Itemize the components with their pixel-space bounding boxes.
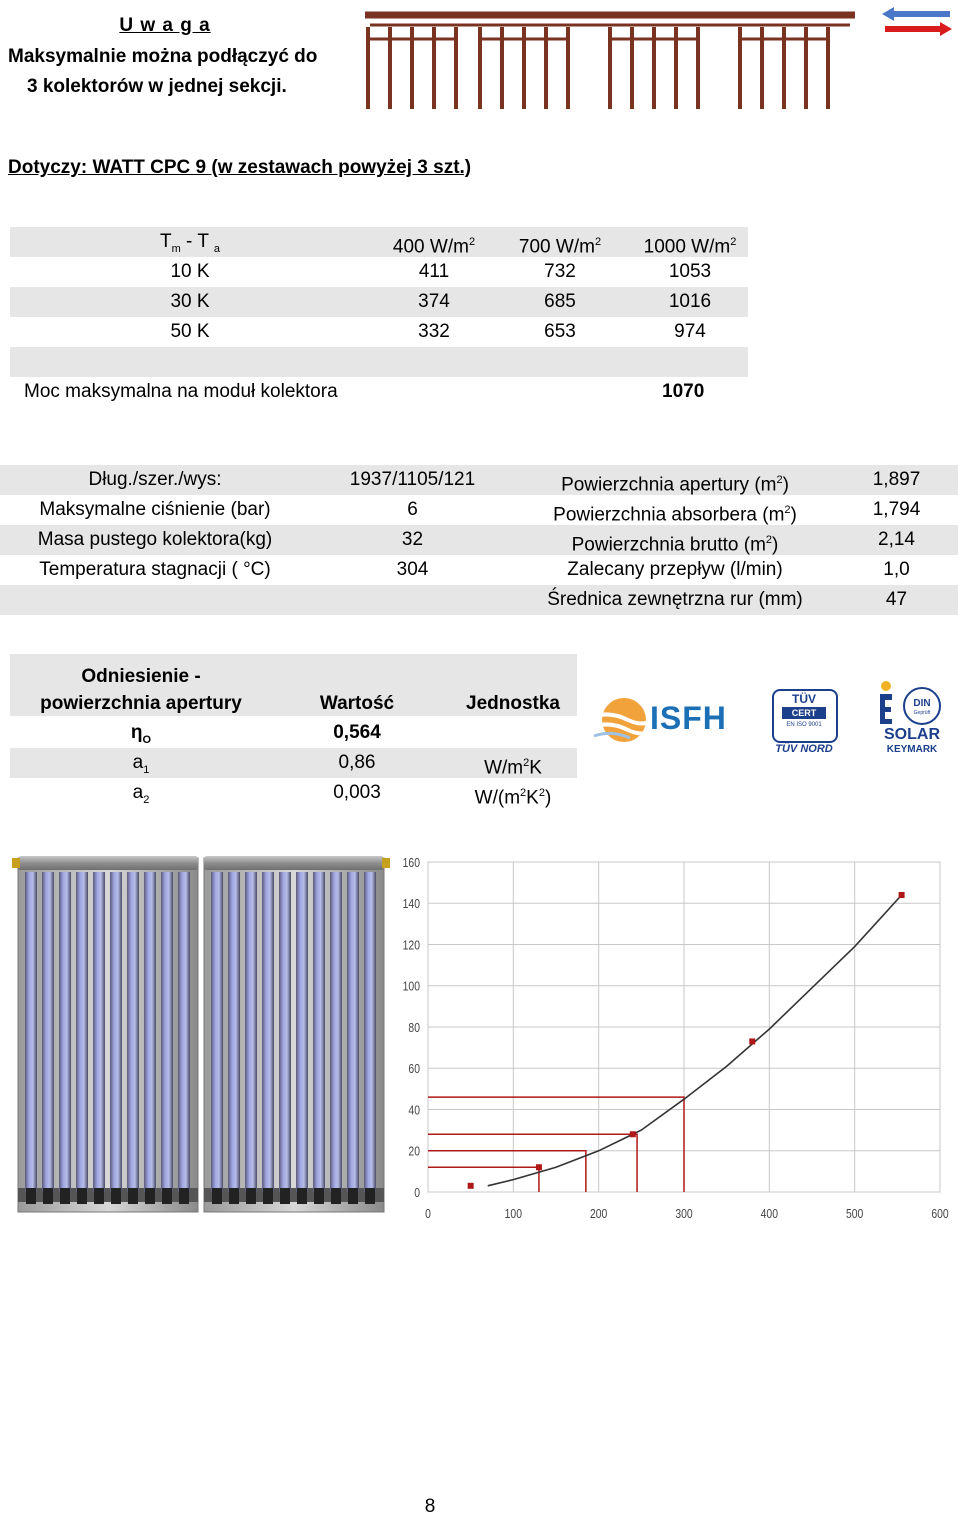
solar-keymark-logo <box>878 680 946 758</box>
value-heading: Wartość <box>319 693 395 714</box>
spec-value: 1,0 <box>883 559 910 580</box>
max-power-label: Moc maksymalna na moduł kolektora <box>24 381 338 402</box>
vacuum-tube <box>228 872 240 1192</box>
vacuum-tube <box>110 872 122 1192</box>
a2-symbol: $a_2$ <box>132 782 150 806</box>
tube-cap <box>145 1188 155 1204</box>
vacuum-tube <box>144 872 156 1192</box>
row-v3: 974 <box>674 321 706 342</box>
header-temp-diff: $T_m$ - T $_a$ <box>160 231 220 255</box>
outlet-fitting <box>382 858 390 868</box>
row-v2: 732 <box>544 261 576 282</box>
table-row <box>10 257 748 287</box>
spec-value: 1,794 <box>872 499 921 520</box>
spec-value: 32 <box>401 529 424 550</box>
a1-symbol: $a_1$ <box>132 752 150 776</box>
vacuum-tube <box>161 872 173 1192</box>
a2-unit: $W/(m^2K^2)$ <box>474 787 552 809</box>
tube-cap <box>314 1188 324 1204</box>
y-tick-label: 120 <box>402 938 420 953</box>
y-tick-label: 20 <box>408 1144 420 1160</box>
row-v2: 653 <box>544 321 576 342</box>
row-v3: 1016 <box>668 291 712 312</box>
tube-cap <box>179 1188 189 1204</box>
notice-line-2: 3 kolektorów w jednej sekcji. <box>27 76 287 97</box>
collector-header <box>204 856 384 870</box>
spec-value: 47 <box>885 589 908 610</box>
applies-to: Dotyczy: WATT CPC 9 (w zestawach powyżej 3 szt.) <box>8 157 472 178</box>
data-point <box>630 1131 636 1137</box>
row-dt: 30 K <box>170 291 210 312</box>
vacuum-tube <box>178 872 190 1192</box>
header-400: 400 $W/m^2$ <box>392 236 476 258</box>
spec-label: Temperatura stagnacji ( °C) <box>39 559 271 580</box>
table-row <box>10 718 577 748</box>
data-point <box>749 1038 755 1044</box>
y-tick-label: 40 <box>408 1103 420 1118</box>
tube-cap <box>111 1188 121 1204</box>
header-1000: 1000 $W/m^2$ <box>643 236 737 258</box>
spec-label: Powierzchnia absorbera $(m^2)$ <box>553 504 797 526</box>
tube-cap <box>212 1188 222 1204</box>
tube-cap <box>263 1188 273 1204</box>
keymark-text: KEYMARK <box>886 744 938 755</box>
din-text: DIN <box>913 698 931 709</box>
tuv-nord-text: TÜV NORD <box>775 743 833 755</box>
row-v3: 1053 <box>668 261 712 282</box>
inlet-fitting <box>12 858 20 868</box>
x-tick-label: 100 <box>504 1206 523 1222</box>
table-row <box>0 495 958 525</box>
vacuum-tube <box>76 872 88 1192</box>
collector-header <box>18 856 198 870</box>
tube-cap <box>229 1188 239 1204</box>
tube-cap <box>43 1188 53 1204</box>
tube-cap <box>246 1188 256 1204</box>
spec-value: 1937/1105/121 <box>349 469 476 490</box>
header-700: 700 $W/m^2$ <box>518 236 602 258</box>
isfh-logo <box>588 690 738 752</box>
notice-line-1: Maksymalnie można podłączyć do <box>8 46 318 67</box>
tube-cap <box>128 1188 138 1204</box>
table-row <box>10 287 748 317</box>
vacuum-tube <box>211 872 223 1192</box>
vacuum-tube <box>127 872 139 1192</box>
table-row <box>0 525 958 555</box>
row-dt: 10 K <box>170 261 210 282</box>
x-tick-label: 600 <box>931 1206 949 1222</box>
y-tick-label: 100 <box>402 979 420 995</box>
spec-label: Masa pustego kolektora(kg) <box>37 529 273 550</box>
ref-heading-1: Odniesienie - <box>81 666 201 687</box>
table-row <box>0 465 958 495</box>
x-tick-label: 500 <box>845 1206 864 1222</box>
vacuum-tube <box>25 872 37 1192</box>
tuv-top-text: TÜV <box>792 692 816 706</box>
x-tick-label: 300 <box>675 1206 693 1222</box>
data-point <box>468 1183 474 1189</box>
x-tick-label: 400 <box>760 1206 779 1222</box>
a1-unit: $W/m^2K$ <box>484 757 542 779</box>
tube-cap <box>162 1188 172 1204</box>
row-v1: 374 <box>418 291 450 312</box>
spec-label: Średnica zewnętrzna rur (mm) <box>547 589 803 610</box>
tube-cap <box>331 1188 341 1204</box>
page-number: 8 <box>424 1496 436 1517</box>
vacuum-tube <box>93 872 105 1192</box>
x-tick-label: 0 <box>425 1206 431 1222</box>
vacuum-tube <box>42 872 54 1192</box>
isfh-sun-icon <box>588 690 652 752</box>
tube-cap <box>348 1188 358 1204</box>
y-tick-label: 60 <box>408 1062 420 1077</box>
tube-cap <box>280 1188 290 1204</box>
table-row <box>10 778 577 808</box>
tube-cap <box>26 1188 36 1204</box>
data-point <box>899 892 905 898</box>
vacuum-tube <box>296 872 308 1192</box>
table-spacer-row <box>10 347 748 377</box>
eta-symbol: $\eta_O$ <box>130 722 152 746</box>
tube-cap <box>94 1188 104 1204</box>
flow-arrows-icon <box>880 4 955 38</box>
tuv-cert-text: CERT <box>782 707 826 719</box>
notice-title: U w a g a <box>119 15 211 36</box>
tuv-iso-text: EN ISO 9001 <box>786 722 822 728</box>
tube-cap <box>297 1188 307 1204</box>
vacuum-tube <box>330 872 342 1192</box>
vacuum-tube <box>313 872 325 1192</box>
vacuum-tube <box>262 872 274 1192</box>
din-sub-text: Geprüft <box>913 710 931 716</box>
vacuum-tube <box>279 872 291 1192</box>
table-row <box>0 555 958 585</box>
vacuum-tube <box>364 872 376 1192</box>
manifold-diagram <box>360 5 860 113</box>
table-row <box>10 317 748 347</box>
row-v1: 332 <box>418 321 450 342</box>
spec-label: Dług./szer./wys: <box>88 469 222 490</box>
solar-text: SOLAR <box>884 726 940 743</box>
y-tick-label: 140 <box>402 897 420 912</box>
row-dt: 50 K <box>170 321 210 342</box>
spec-label: Zalecany przepływ (l/min) <box>567 559 783 580</box>
isfh-text: ISFH <box>650 700 727 736</box>
row-v2: 685 <box>544 291 576 312</box>
spec-label: Maksymalne ciśnienie (bar) <box>39 499 271 520</box>
spec-label: Powierzchnia brutto $(m^2)$ <box>571 534 779 556</box>
tube-cap <box>60 1188 70 1204</box>
pressure-drop-chart <box>395 850 955 1225</box>
max-power-value: 1070 <box>662 381 705 402</box>
y-tick-label: 160 <box>402 855 420 871</box>
vacuum-tube <box>245 872 257 1192</box>
eta-value: 0,564 <box>333 722 381 743</box>
data-point <box>536 1164 542 1170</box>
row-v1: 411 <box>418 261 450 282</box>
a1-value: 0,86 <box>338 752 376 773</box>
power-table-header <box>10 227 748 257</box>
tube-cap <box>77 1188 87 1204</box>
table-row <box>10 748 577 778</box>
unit-heading: Jednostka <box>466 693 560 714</box>
vacuum-tube <box>59 872 71 1192</box>
x-tick-label: 200 <box>589 1206 608 1222</box>
spec-value: 2,14 <box>878 529 915 550</box>
spec-value: 1,897 <box>872 469 921 490</box>
spec-value: 304 <box>396 559 429 580</box>
spec-value: 6 <box>407 499 418 520</box>
collector-illustration <box>12 852 390 1217</box>
y-tick-label: 80 <box>408 1020 420 1036</box>
tuv-logo <box>770 689 838 757</box>
spec-label: Powierzchnia apertury $(m^2)$ <box>561 474 789 496</box>
ref-heading-2: powierzchnia apertury <box>40 693 242 714</box>
a2-value: 0,003 <box>333 782 381 803</box>
y-tick-label: 0 <box>414 1185 420 1201</box>
vacuum-tube <box>347 872 359 1192</box>
table-row <box>0 585 958 615</box>
tube-cap <box>365 1188 375 1204</box>
